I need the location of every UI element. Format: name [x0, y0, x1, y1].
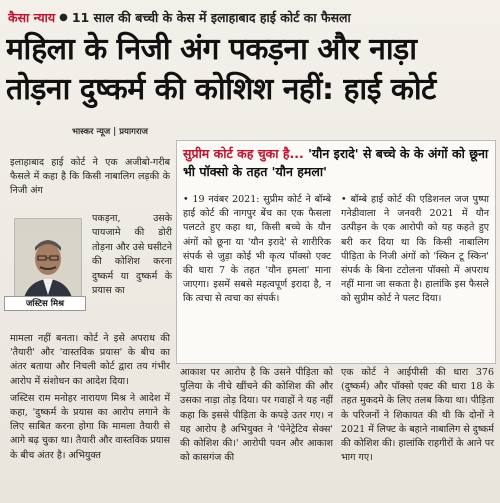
- body-text: मामला नहीं बनता। कोर्ट ने इसे अपराध की 'तैयारी' और 'वास्तविक प्रयास' के बीच का अंतर बताया और निचली कोर्ट द्वारा तय गंभीर आरोप में संशोधन का आदेश दिया।: [10, 333, 170, 387]
- box-heading-rest: 'यौन इरादे' से बच्चे के के अंगों को छूना भी पॉक्सो के तहत 'यौन हमला': [183, 146, 489, 179]
- wrap-text: पकड़ना, उसके पायजामे की डोरी तोड़ना और उसे घसीटने की कोशिश करना दुष्कर्म या दुष्कर्म के प्रयास का: [92, 213, 172, 297]
- byline: भास्कर न्यूज | प्रयागराज: [72, 127, 148, 137]
- photo-caption: जस्टिस मिश्र: [4, 296, 86, 311]
- box-heading: [177, 141, 495, 183]
- bullet-icon: ●: [59, 11, 68, 23]
- box-columns: [183, 193, 489, 357]
- bottom-column-1: आकाश पर आरोप है कि उसने पीड़िता को पुलिया के नीचे खींचने की कोशिश की और उसका नाड़ा तोड़ दिया। पर गवाहों ने यह नहीं कहा कि इससे पीड़िता के कपड़े उतर गए। न यह आरोप है अभियुक्त ने 'पेनेट्रेटिव सेक्स' की कोशिश की।' आरोपी पवन और आकाश को कासगंज की: [180, 367, 333, 464]
- kicker-label: कैसा न्याय: [8, 9, 56, 25]
- box-heading-red: सुप्रीम कोर्ट कह चुका है...: [183, 146, 304, 161]
- box-column-2: • बॉम्बे हाई कोर्ट की एडिशनल जज पुष्पा गनेडीवाला ने जनवरी 2021 में यौन उत्पीड़न के एक आरोपी को यह कहते हुए बरी कर दिया था कि किसी नाबालिग पीड़िता के निजी अंगों को 'स्किन टू स्किन' संपर्क के बिना टटोलना पॉक्सो में अपराध नहीं माना जा सकता है। हालांकि इस फैसले को सुप्रीम कोर्ट ने पलट दिया।: [341, 194, 489, 305]
- bottom-column-2: एक कोर्ट ने आईपीसी की धारा 376 (दुष्कर्म) और पॉक्सो एक्ट की धारा 18 के तहत मुकदमे के लिए तलब किया था। पीड़िता के परिजनों ने शिकायत की थी कि दोनों ने 2021 में लिफ्ट के बहाने नाबालिग से दुष्कर्म की कोशिश की। हालांकि राहगीरों के आने पर भाग गए।: [341, 367, 494, 464]
- supreme-court-box: [176, 140, 496, 364]
- box-column-1: • 19 नवंबर 2021: सुप्रीम कोर्ट ने बॉम्बे हाई कोर्ट की नागपुर बेंच का एक फैसला पलटते हुए कहा था, किसी बच्चे के यौन अंगों को छूना या 'यौन इरादे' से शारीरिक संपर्क से जुड़ा कोई भी कृत्य पॉक्सो एक्ट की धारा 7 के तहत 'यौन हमला' माना जाएगा। इसमें सबसे महत्वपूर्ण इरादा है, न कि त्वचा से त्वचा का संपर्क।: [183, 194, 331, 305]
- headline-line-1: महिला के निजी अंग पकड़ना और नाड़ा: [6, 32, 417, 67]
- kicker-text: 11 साल की बच्ची के केस में इलाहाबाद हाई कोर्ट का फैसला: [71, 9, 351, 25]
- left-column-body: [10, 332, 170, 466]
- bottom-columns: [180, 366, 494, 465]
- headline-line-2: तोड़ना दुष्कर्म की कोशिश नहीं: हाई कोर्ट: [6, 72, 436, 107]
- body-text-2: जस्टिस राम मनोहर नारायण मिश्र ने आदेश में कहा, 'दुष्कर्म के प्रयास का आरोप लगाने के लिए साबित करना होगा कि मामला तैयारी से आगे बढ़ चुका था। तैयारी और वास्तविक प्रयास के बीच अंतर है। अभियुक्त: [10, 392, 170, 461]
- kicker: [8, 6, 492, 28]
- intro-text: इलाहाबाद हाई कोर्ट ने एक अजीबो-गरीब फैसले में कहा है कि किसी नाबालिग लड़की के निजी अंग: [10, 157, 170, 196]
- headline: [6, 30, 494, 110]
- left-column-intro: [10, 156, 170, 202]
